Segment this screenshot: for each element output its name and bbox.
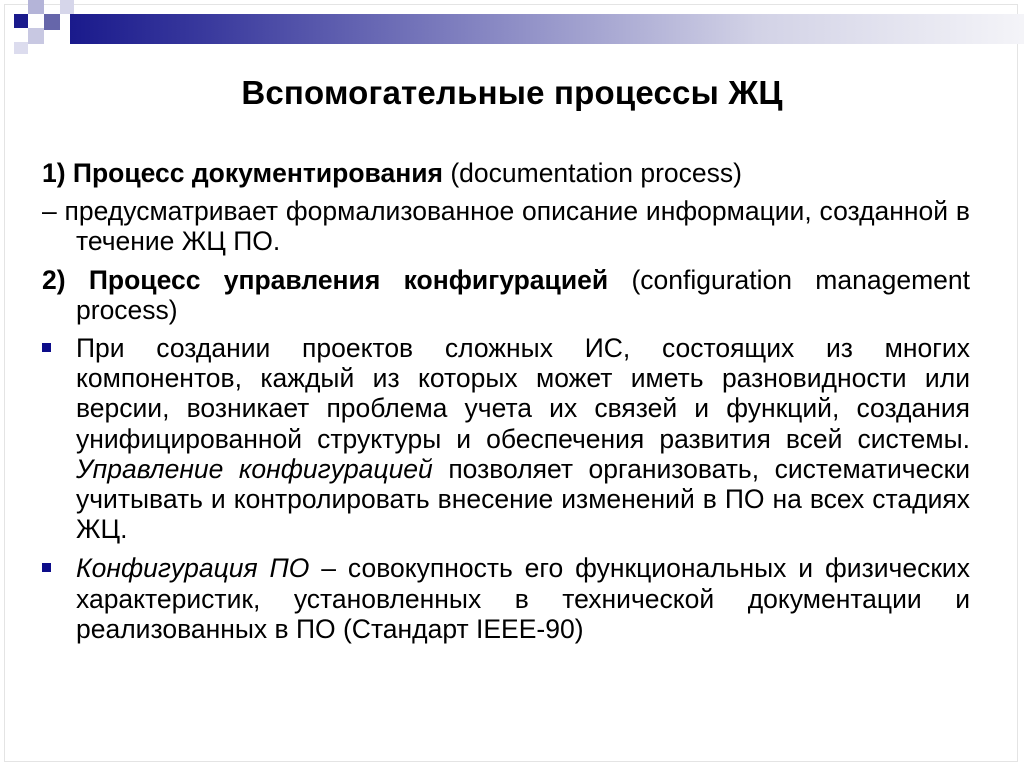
item-2-english: (configuration management process) (76, 264, 970, 325)
bullet-1-italic: Управление конфигурацией (76, 453, 433, 484)
corner-square-5 (14, 42, 28, 54)
bullet-2-italic: Конфигурация ПО (76, 553, 310, 584)
page-title: Вспомогательные процессы ЖЦ (241, 74, 783, 111)
bullet-item-1 (42, 333, 970, 544)
bullet-1-text-b: позволяет организовать, систематически учитывать и контролировать внесение изменений в ПО на всех стадиях ЖЦ. (76, 453, 970, 545)
item-2 (42, 265, 970, 325)
corner-square-4 (28, 28, 44, 44)
square-bullet-icon (42, 343, 51, 352)
item-1 (42, 158, 970, 188)
bullet-1-text-a: При создании проектов сложных ИС, состоящих из многих компонентов, каждый из которых может иметь разновидности или версии, возникает проблема учета их связей и функций, создания унифицированной структуры и обеспечения развития всей системы. (76, 333, 970, 454)
square-bullet-icon (42, 563, 51, 572)
corner-square-6 (60, 0, 74, 14)
item-1-description: – предусматривает формализованное описание информации, созданной в течение ЖЦ ПО. (42, 196, 970, 257)
item-1-heading: 1) Процесс документирования (42, 158, 443, 188)
corner-square-3 (44, 14, 60, 30)
bullet-2-text: – совокупность его функциональных и физических характеристик, установленных в технической документации и реализованных в ПО (Стандарт IEEE-90) (76, 553, 970, 644)
bullet-item-2 (42, 553, 970, 644)
item-2-heading: 2) Процесс управления конфигурацией (42, 264, 609, 295)
slide-content (42, 158, 970, 653)
corner-square-2 (28, 0, 44, 14)
corner-square-1 (14, 14, 28, 28)
item-1-english: (documentation process) (442, 158, 742, 188)
header-gradient-bar (70, 14, 1024, 44)
